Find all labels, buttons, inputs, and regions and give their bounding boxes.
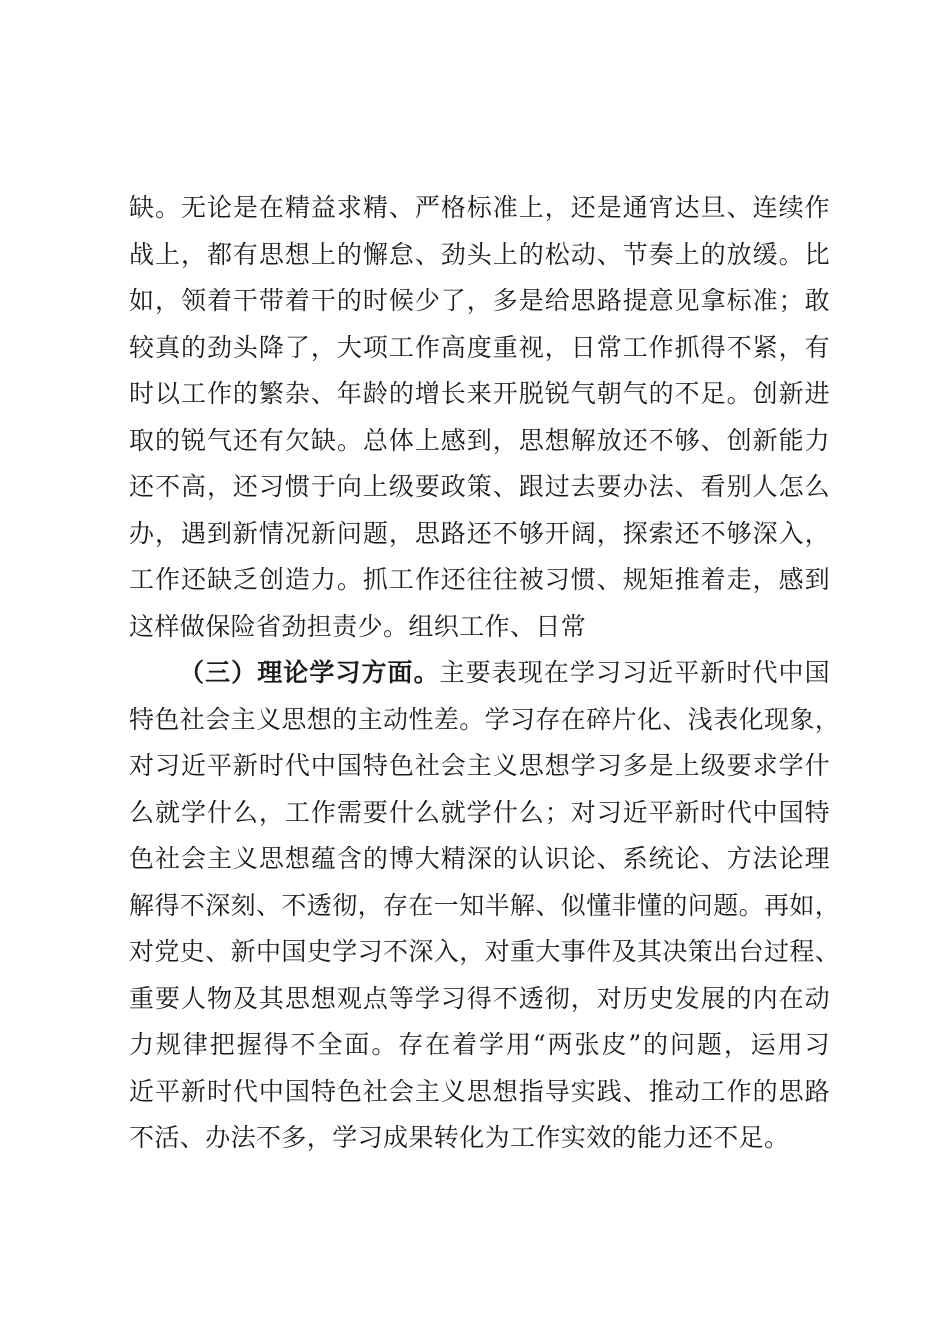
text-line: 力规律把握得不全面。存在着学用“两张皮”的问题，运用习 xyxy=(129,1030,830,1059)
paragraph-work-attitude xyxy=(129,185,830,650)
section-heading: （三）理论学习方面。 xyxy=(179,658,440,687)
text-line: 近平新时代中国特色社会主义思想指导实践、推动工作的思路 xyxy=(129,1076,830,1106)
text-line: 较真的劲头降了，大项工作高度重视，日常工作抓得不紧，有 xyxy=(129,332,830,362)
text-line: 时以工作的繁杂、年龄的增长来开脱锐气朝气的不足。创新进 xyxy=(129,379,830,408)
text-line: 办，遇到新情况新问题，思路还不够开阔，探索还不够深入， xyxy=(129,518,830,548)
paragraph-theory-study xyxy=(129,650,841,1162)
text-line: 缺。无论是在精益求精、严格标准上，还是通宵达旦、连续作 xyxy=(129,193,830,222)
text-line: 色社会主义思想蕴含的博大精深的认识论、系统论、方法论理 xyxy=(129,844,830,873)
text-line: 如，领着干带着干的时候少了，多是给思路提意见拿标准；敢 xyxy=(129,286,830,315)
text-line: 工作还缺乏创造力。抓工作还往往被习惯、规矩推着走，感到 xyxy=(129,565,830,594)
text-line: 还不高，还习惯于向上级要政策、跟过去要办法、看别人怎么 xyxy=(129,472,830,501)
text-line: 不活、办法不多，学习成果转化为工作实效的能力还不足。 xyxy=(129,1123,790,1152)
text-run: 主要表现在学习习近平新时代中国 xyxy=(439,658,830,687)
text-line: 对习近平新时代中国特色社会主义思想学习多是上级要求学什 xyxy=(129,751,830,780)
text-line-first xyxy=(129,650,830,697)
text-line: 特色社会主义思想的主动性差。学习存在碎片化、浅表化现象， xyxy=(129,704,841,734)
text-line: 取的锐气还有欠缺。总体上感到，思想解放还不够、创新能力 xyxy=(129,425,830,455)
text-line: 战上，都有思想上的懈怠、劲头上的松动、节奏上的放缓。比 xyxy=(129,239,830,269)
text-line: 这样做保险省劲担责少。组织工作、日常 xyxy=(129,611,587,641)
text-line: 对党史、新中国史学习不深入，对重大事件及其决策出台过程、 xyxy=(129,937,841,966)
text-line: 么就学什么，工作需要什么就学什么；对习近平新时代中国特 xyxy=(129,797,830,827)
text-line: 重要人物及其思想观点等学习得不透彻，对历史发展的内在动 xyxy=(129,983,830,1013)
text-line: 解得不深刻、不透彻，存在一知半解、似懂非懂的问题。再如， xyxy=(129,890,841,920)
